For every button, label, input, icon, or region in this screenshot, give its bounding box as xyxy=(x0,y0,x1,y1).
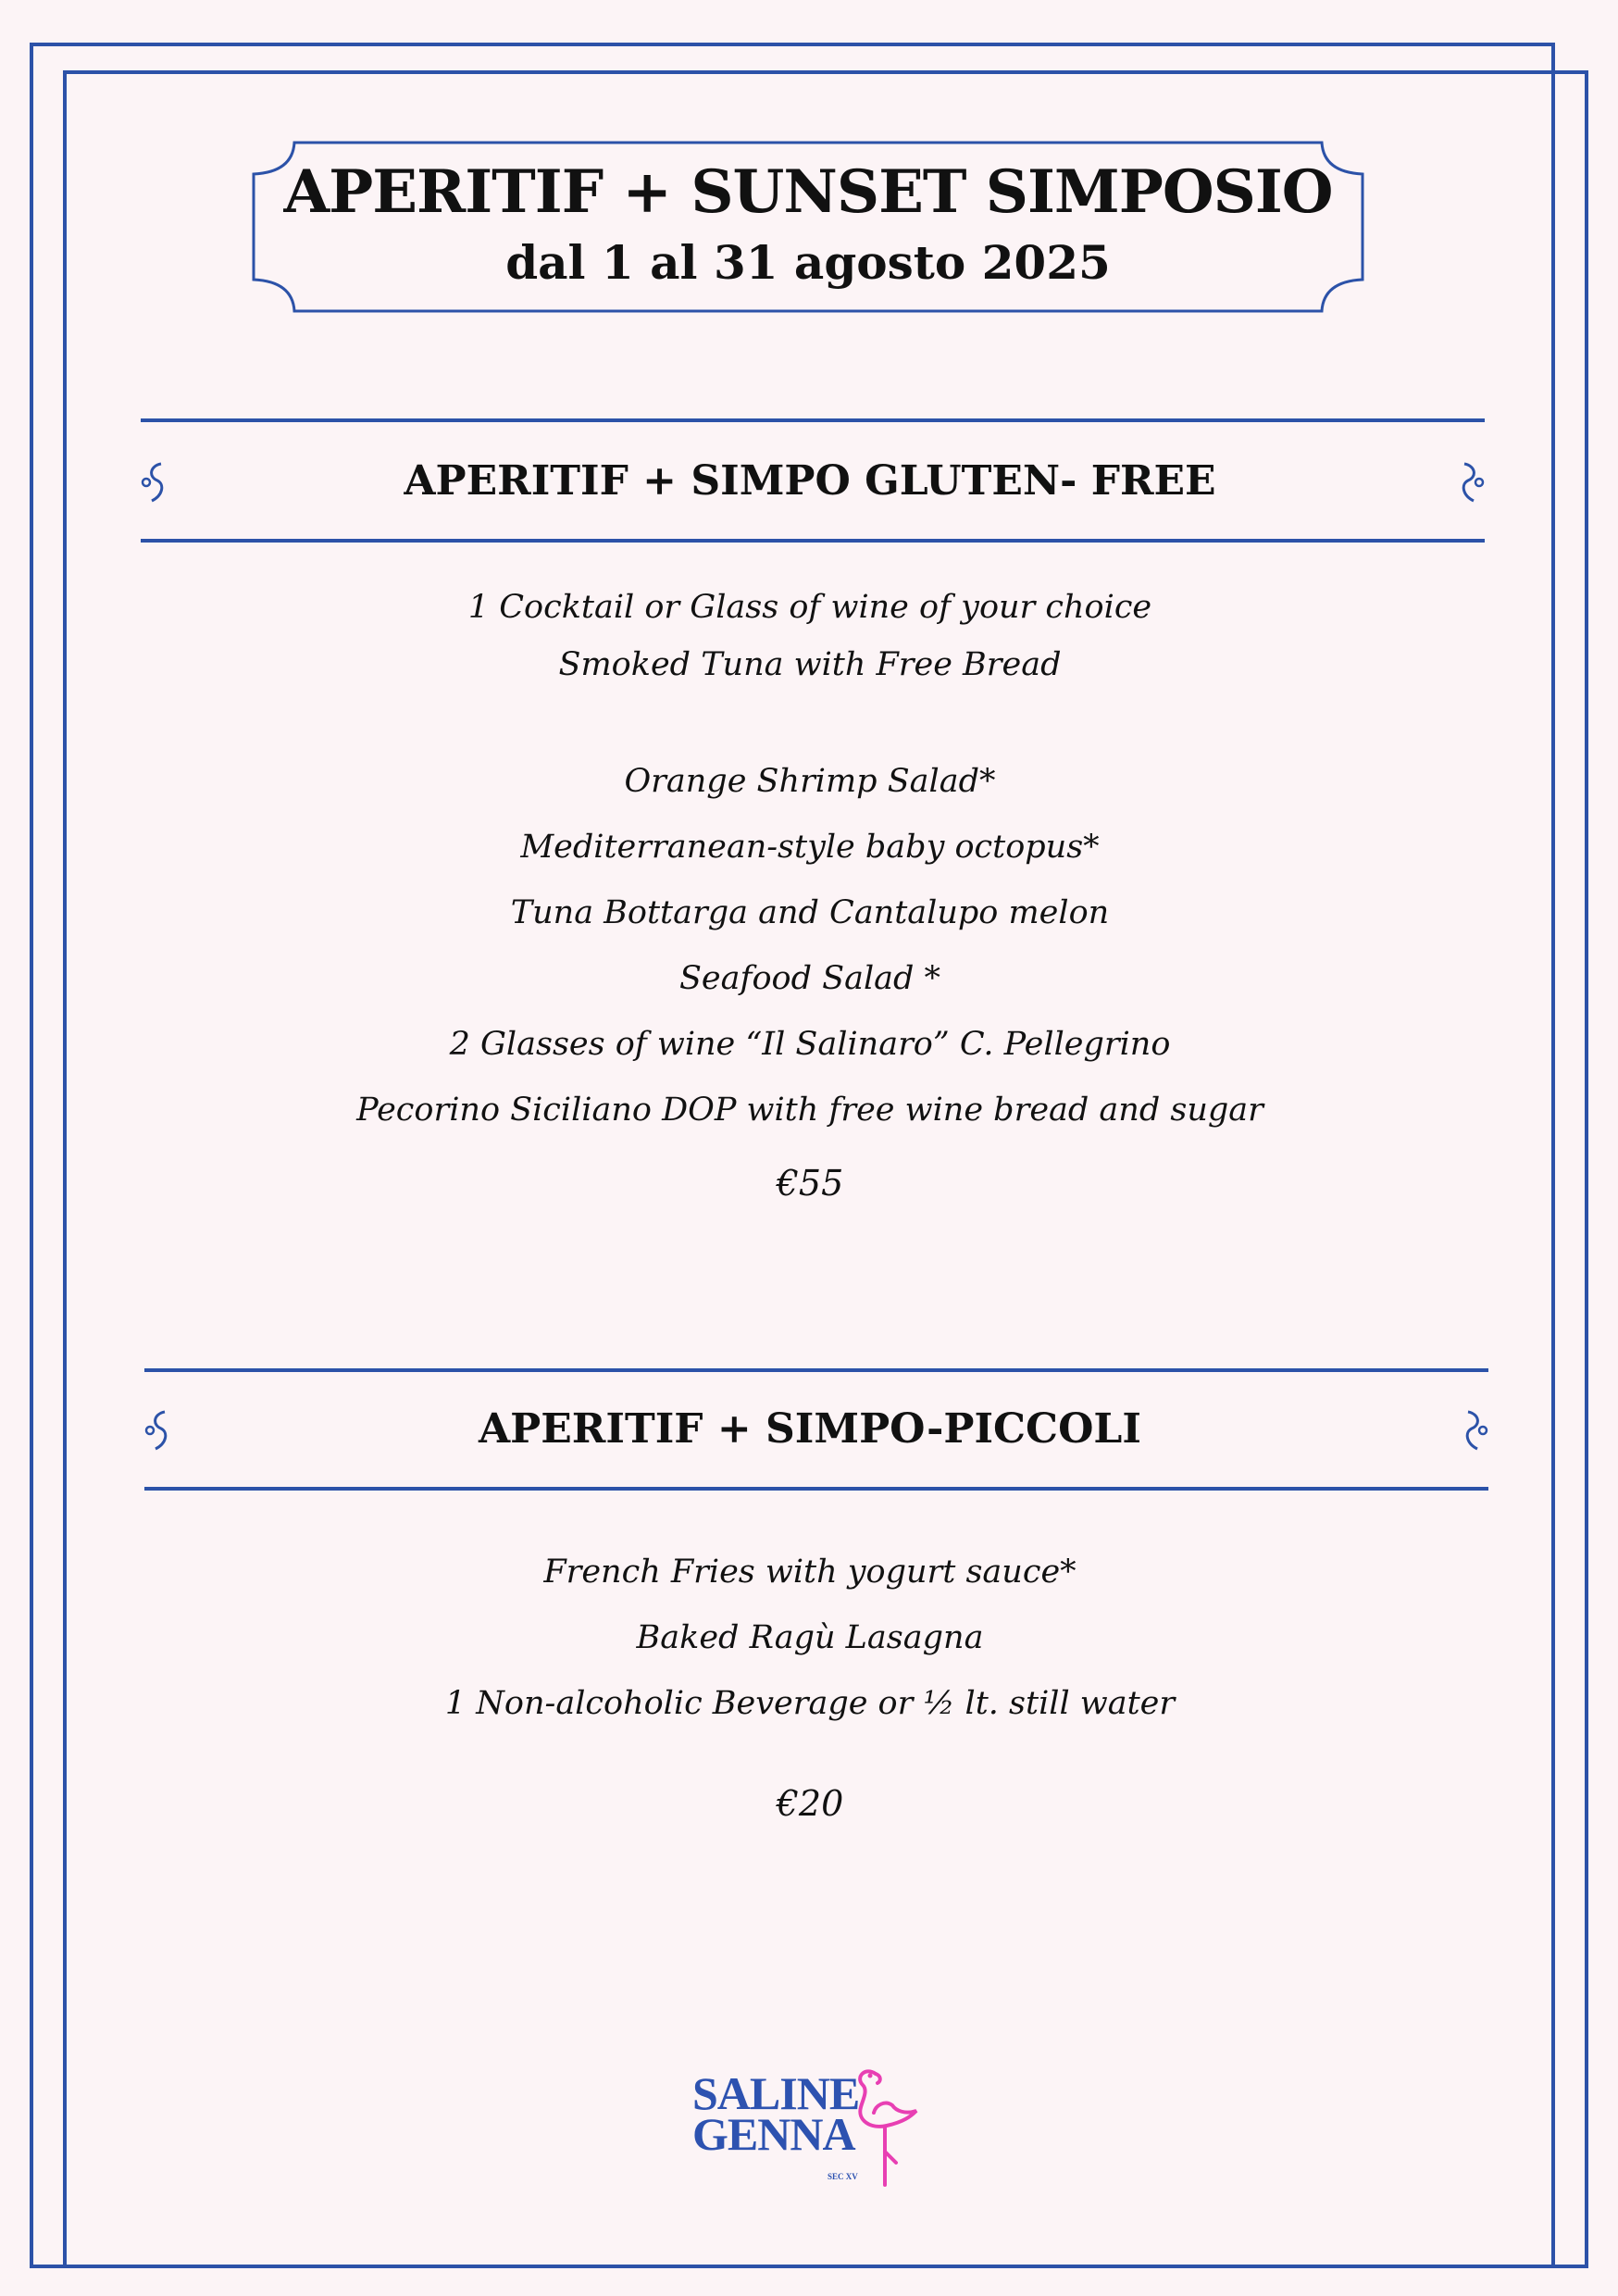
section-2-bottom-rule xyxy=(144,1487,1488,1491)
section-2-top-rule xyxy=(144,1368,1488,1372)
menu-item: Seafood Salad * xyxy=(678,960,941,997)
page-subtitle: dal 1 al 31 agosto 2025 xyxy=(505,235,1111,290)
menu-item: Baked Ragù Lasagna xyxy=(636,1619,984,1656)
logo-subtext: SEC XV xyxy=(828,2172,858,2181)
menu-item: Mediterranean-style baby octopus* xyxy=(520,829,1100,866)
flamingo-icon xyxy=(848,2063,922,2192)
section-1-title: APERITIF + SIMPO GLUTEN- FREE xyxy=(404,457,1216,505)
section-2-title: APERITIF + SIMPO-PICCOLI xyxy=(479,1405,1141,1453)
section-1-price: €55 xyxy=(776,1163,844,1204)
menu-item: 2 Glasses of wine “Il Salinaro” C. Pellegrino xyxy=(449,1026,1171,1063)
menu-item: 1 Cocktail or Glass of wine of your choice xyxy=(467,589,1152,626)
menu-item: Orange Shrimp Salad* xyxy=(624,763,996,800)
logo-line-1: SALINE xyxy=(692,2067,860,2119)
section-1-top-rule xyxy=(141,418,1485,422)
title-cartouche xyxy=(252,141,1364,313)
section-1-bottom-rule xyxy=(141,539,1485,543)
menu-item: Pecorino Siciliano DOP with free wine bread and sugar xyxy=(356,1092,1263,1129)
page-title: APERITIF + SUNSET SIMPOSIO xyxy=(283,157,1333,227)
menu-item: French Fries with yogurt sauce* xyxy=(543,1554,1077,1591)
flourish-right-icon xyxy=(1453,460,1487,505)
menu-item: Tuna Bottarga and Cantalupo melon xyxy=(510,894,1110,931)
flourish-right-icon xyxy=(1457,1408,1490,1453)
menu-item: 1 Non-alcoholic Beverage or ½ lt. still water xyxy=(444,1685,1176,1722)
logo-line-2: GENNA xyxy=(692,2108,855,2160)
saline-genna-logo xyxy=(692,2063,924,2192)
section-2-price: €20 xyxy=(776,1783,844,1824)
menu-item: Smoked Tuna with Free Bread xyxy=(558,646,1062,683)
